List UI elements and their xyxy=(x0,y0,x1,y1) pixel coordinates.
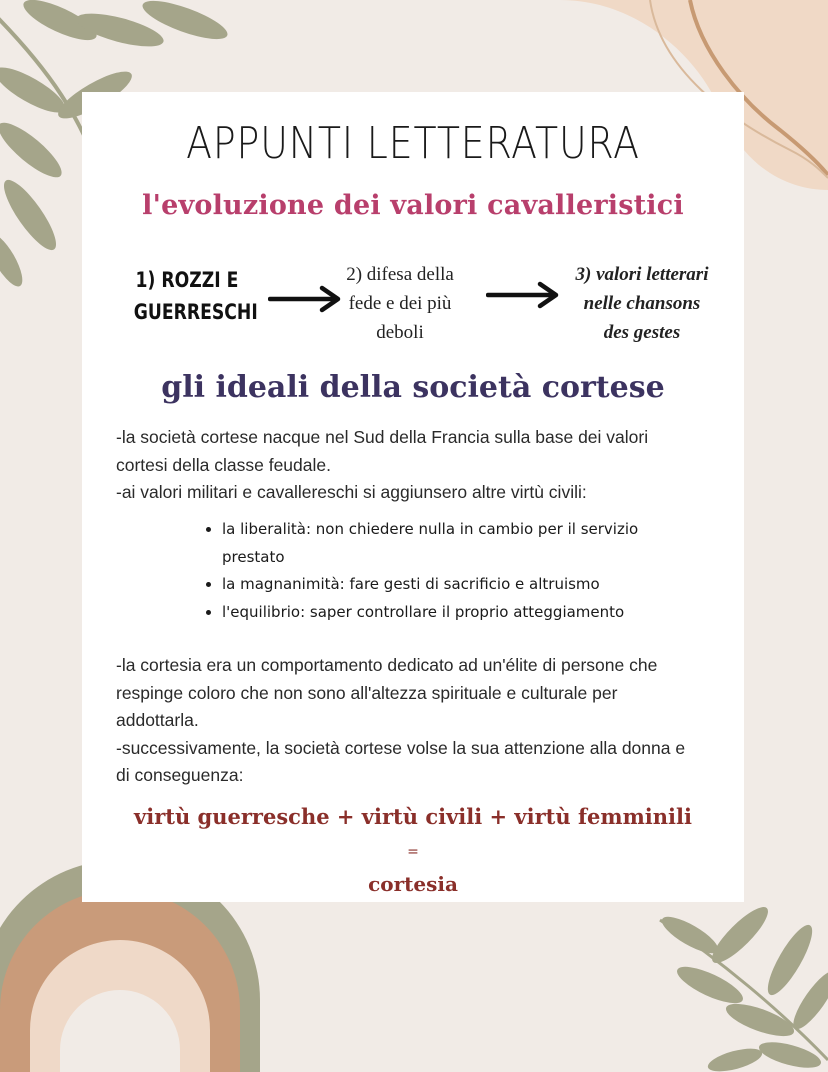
step-2-line-1: 2) difesa della xyxy=(346,264,454,285)
arrow-right-icon xyxy=(486,281,562,309)
page-title: APPUNTI LETTERATURA xyxy=(186,118,640,169)
virtues-formula: virtù guerresche + virtù civili + virtù femminili xyxy=(134,804,692,829)
step-1-line-2: GUERRESCHI xyxy=(133,300,258,324)
paragraph-line: -la cortesia era un comportamento dedicato ad un'élite di persone che xyxy=(116,655,658,675)
equals-sign: = xyxy=(407,844,419,860)
step-3-line-2: nelle chansons xyxy=(583,293,701,314)
list-item: • l'equilibrio: saper controllare il proprio atteggiamento xyxy=(222,599,692,627)
step-1-line-1: 1) ROZZI E xyxy=(135,268,239,292)
notes-card xyxy=(82,92,744,902)
evolution-step-3 xyxy=(552,260,732,347)
list-item: • la liberalità: non chiedere nulla in cambio per il servizio prestato xyxy=(222,516,692,571)
subtitle: l'evoluzione dei valori cavalleristici xyxy=(142,190,684,221)
step-2-line-2: fede e dei più xyxy=(348,293,452,314)
paragraph-line: -successivamente, la società cortese volse la sua attenzione alla donna e xyxy=(116,737,686,758)
section-title: gli ideali della società cortese xyxy=(161,370,665,405)
step-2-line-3: deboli xyxy=(376,322,424,343)
step-3-line-3: des gestes xyxy=(603,322,681,343)
paragraph-line: addottarla. xyxy=(116,710,199,730)
paragraph-line: -ai valori militari e cavallereschi si aggiunsero altre virtù civili: xyxy=(116,482,587,502)
paragraph-2 xyxy=(116,652,726,790)
virtues-list xyxy=(200,516,692,626)
list-item: • la magnanimità: fare gesti di sacrificio e altruismo xyxy=(222,571,692,599)
formula-result: cortesia xyxy=(368,872,458,896)
paragraph-line: -la società cortese nacque nel Sud della Francia sulla base dei valori xyxy=(116,427,649,447)
evolution-step-1 xyxy=(133,264,258,328)
paragraph-line: cortesi della classe feudale. xyxy=(116,454,331,475)
paragraph-line: respinge coloro che non sono all'altezza spirituale e culturale per xyxy=(116,682,618,703)
arrow-right-icon xyxy=(268,285,344,313)
leaf-branch-bottom-right xyxy=(657,900,828,1072)
paragraph-line: di conseguenza: xyxy=(116,765,244,785)
paragraph-1 xyxy=(116,424,726,507)
step-3-line-1: 3) valori letterari xyxy=(575,264,709,285)
evolution-step-2 xyxy=(340,260,460,347)
